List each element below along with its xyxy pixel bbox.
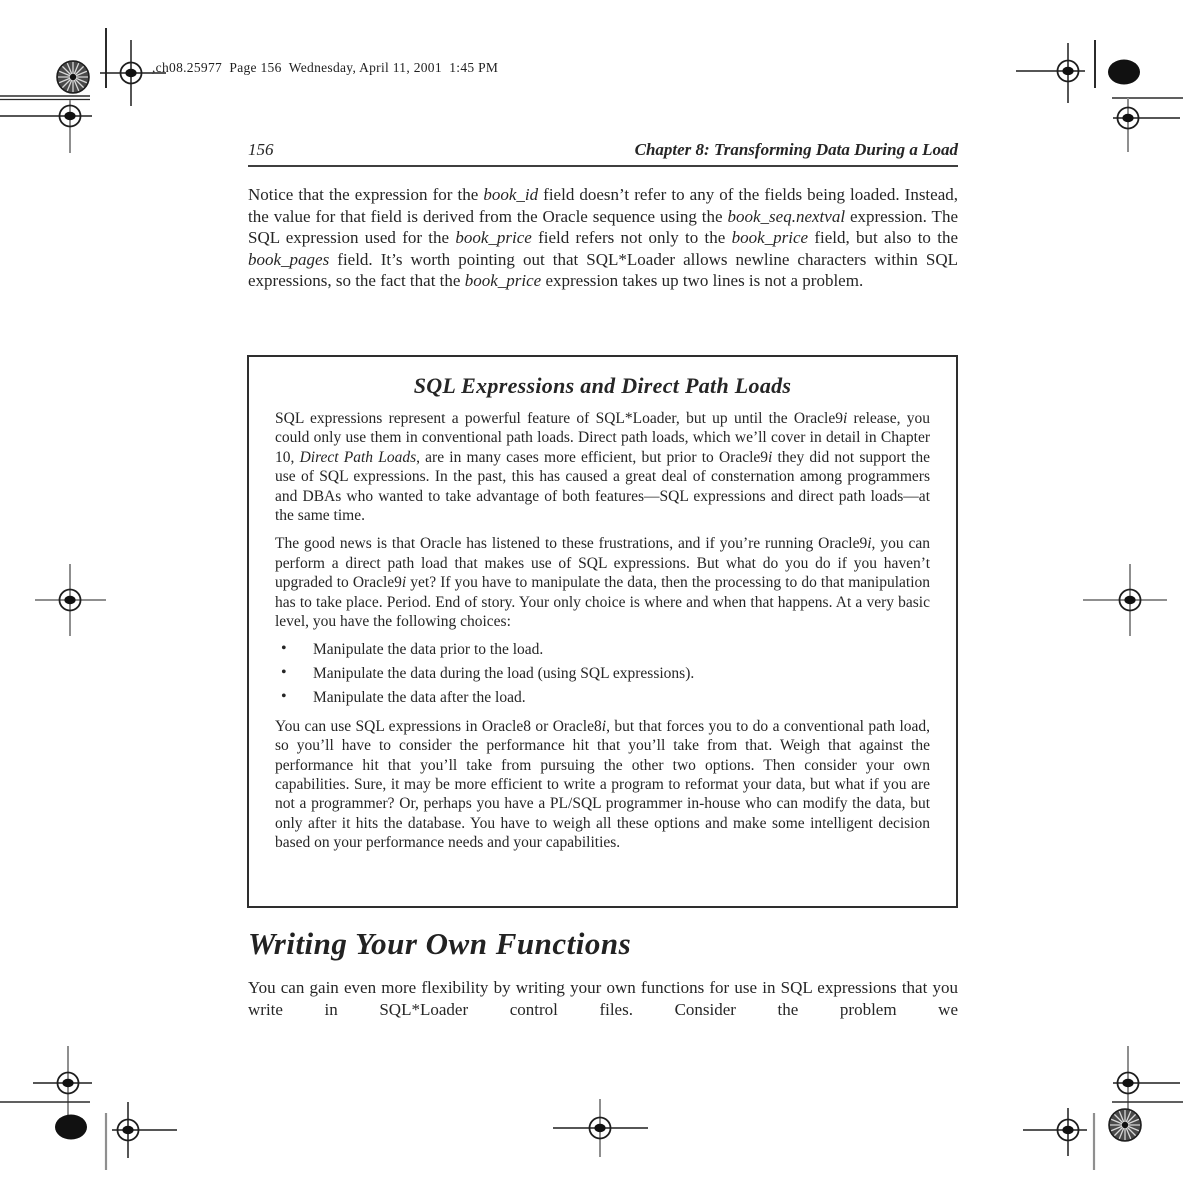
ink-dot-icon [1108,60,1140,85]
text-segment: , but that forces you to do a conventional path load, so you’ll have to consider the performance hit that you’ll take from that. Weigh that against the performance hit that you’ll take from pursuing the other two options. Then consider your own capabilities. Sure, it may be more efficient to write a program to reformat your data, but what if you are not a programmer? Or, perhaps you have a PL/SQL programmer in-house who can modify the data, but only after it hits the database. You have to weigh all these options and make some intelligent decision based on your performance needs and your capabilities. [275,717,931,852]
text-segment: i [601,717,607,735]
sidebar-paragraph [275,409,930,525]
text-segment: book_price [464,271,542,290]
section-heading: Writing Your Own Functions [248,926,632,961]
registration-target-icon [112,1102,177,1158]
text-segment: i [768,448,773,466]
ink-dot-icon [55,1115,87,1140]
text-segment: book_price [455,228,532,247]
list-item: • Manipulate the data after the load. [275,688,930,707]
text-segment: field, but also to the [808,228,958,247]
text-segment: field refers not only to the [531,228,732,247]
text-segment: field doesn’t refer to any of the fields being loaded. Instead, the value for that field is derived from the Oracle sequence using the [248,185,958,226]
text-segment: i [842,410,848,427]
text-segment: i [401,574,407,592]
list-item: • Manipulate the data prior to the load. [275,640,930,659]
text-segment: , you can perform a direct path load that makes use of SQL expressions. But what do you do if you haven’t upgraded to Oracle9 [275,535,930,592]
text-segment: You can use SQL expressions in Oracle8 or Oracle8 [275,717,602,735]
text-segment: You can gain even more flexibility by writing your own functions for use in SQL expressions that you write in SQL*Loader control files. Consider the problem we [248,978,958,1019]
sidebar-paragraph [275,534,930,631]
registration-target-icon [1016,43,1085,103]
sidebar-title: SQL Expressions and Direct Path Loads [413,373,792,398]
registration-target-icon [1023,1108,1087,1156]
text-segment: SQL expressions represent a powerful feature of SQL*Loader, but up until the Oracle9 [275,410,843,427]
registration-target-icon [1083,564,1167,636]
text-segment: release, you could only use them in conventional path loads. Direct path loads, which we’ll cover in detail in Chapter 10, [275,410,930,466]
sidebar-box [247,355,958,908]
text-segment: expression takes up two lines is not a problem. [541,271,864,290]
sidebar-paragraph [275,717,930,853]
text-segment: book_id [483,185,539,204]
list-item: • Manipulate the data during the load (using SQL expressions). [275,664,930,683]
registration-target-icon [35,564,106,636]
chapter-title: Chapter 8: Transforming Data During a Load [634,140,958,159]
text-segment: i [867,535,872,553]
text-segment: , are in many cases more efficient, but prior to Oracle9 [416,448,769,466]
text-segment: book_price [731,228,809,247]
text-segment: yet? If you have to manipulate the data, then the processing to do that manipulation has to take place. Period. End of story. Your only choice is where and when that happens. At a very basic level, you have the following choices: [275,574,930,631]
text-segment: field. It’s worth pointing out that SQL*Loader allows newline characters within SQL expressions, so the fact that the [248,249,958,290]
text-segment: book_pages [248,249,330,269]
registration-target-icon [0,100,92,153]
registration-target-icon [1113,1046,1180,1120]
text-segment: they did not support the use of SQL expressions. In the past, this has caused a great deal of consternation among programmers and DBAs who wanted to take advantage of both features—SQL expressions and direct path loads—at the same time. [275,448,930,525]
text-segment: expression. The SQL expression used for the [248,206,958,247]
color-calibration-icon [1109,1109,1141,1141]
sidebar-bullet-list [275,640,930,707]
text-segment: The good news is that Oracle has listened to these frustrations, and if you’re running Oracle9 [275,535,868,553]
text-segment: book_seq.nextval [727,206,846,226]
print-slug: ,ch08.25977 Page 156 Wednesday, April 11, 2001 1:45 PM [152,60,499,75]
running-head [248,140,958,167]
text-segment: Direct Path Loads [299,448,417,466]
registration-target-icon [33,1046,92,1120]
color-calibration-icon [57,61,89,93]
page-number: 156 [248,140,274,159]
closing-paragraph [248,977,958,1021]
registration-target-icon [1113,98,1180,152]
registration-target-icon [553,1099,648,1157]
intro-paragraph [248,184,958,292]
text-segment: Notice that the expression for the [248,185,484,204]
